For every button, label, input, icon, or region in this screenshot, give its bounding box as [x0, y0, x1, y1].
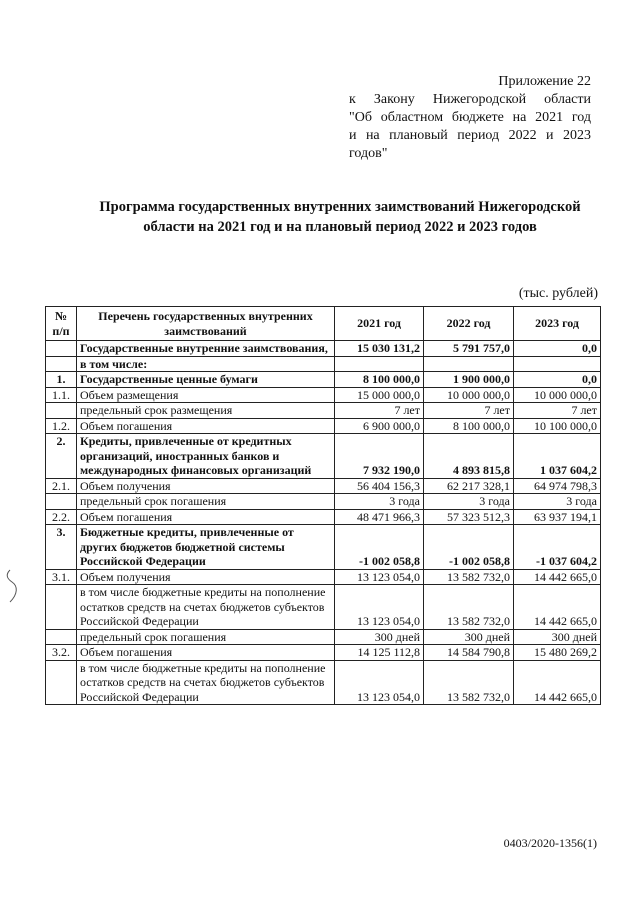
row-2022: 300 дней [424, 629, 514, 645]
table-row [46, 494, 601, 510]
row-num [46, 356, 77, 372]
table-row [46, 585, 601, 630]
header-2021: 2021 год [335, 307, 424, 341]
appendix-line-5: годов" [349, 146, 388, 161]
row-2023: 7 лет [514, 403, 601, 419]
row-2022: 3 года [424, 494, 514, 510]
row-num [46, 660, 77, 705]
row-2021: 48 471 966,3 [335, 509, 424, 525]
row-name: Объем размещения [77, 387, 335, 403]
row-2021: 7 лет [335, 403, 424, 419]
row-2023: 10 100 000,0 [514, 418, 601, 434]
row-2022 [424, 356, 514, 372]
table-row [46, 509, 601, 525]
header-2022: 2022 год [424, 307, 514, 341]
row-2022: 5 791 757,0 [424, 341, 514, 357]
row-name: Бюджетные кредиты, привлеченные от других бюджетов бюджетной системы Российской Федерации [77, 525, 335, 570]
row-2023: 63 937 194,1 [514, 509, 601, 525]
row-name: Объем погашения [77, 645, 335, 661]
row-2021: 7 932 190,0 [335, 434, 424, 479]
row-2023: 64 974 798,3 [514, 478, 601, 494]
row-2022: 7 лет [424, 403, 514, 419]
document-title: Программа государственных внутренних заимствований Нижегородской области на 2021 год и на плановый период 2022 и 2023 годов [99, 199, 581, 235]
row-num: 3.2. [46, 645, 77, 661]
row-2023: 14 442 665,0 [514, 660, 601, 705]
row-2021: 15 030 131,2 [335, 341, 424, 357]
row-2021: -1 002 058,8 [335, 525, 424, 570]
row-2022: 1 900 000,0 [424, 372, 514, 388]
row-name: Объем погашения [77, 418, 335, 434]
row-2022: 14 584 790,8 [424, 645, 514, 661]
header-name: Перечень государственных внутренних заимствований [77, 307, 335, 341]
row-num [46, 629, 77, 645]
row-2022: 8 100 000,0 [424, 418, 514, 434]
table-row [46, 434, 601, 479]
row-num: 1.2. [46, 418, 77, 434]
appendix-header [349, 73, 591, 163]
row-num [46, 494, 77, 510]
table-row [46, 341, 601, 357]
document-code: 0403/2020-1356(1) [503, 836, 597, 850]
row-2023: 10 000 000,0 [514, 387, 601, 403]
row-2021: 15 000 000,0 [335, 387, 424, 403]
header-2023: 2023 год [514, 307, 601, 341]
row-2021: 300 дней [335, 629, 424, 645]
row-name: Объем получения [77, 478, 335, 494]
appendix-line-4: и на плановый период 2022 и 2023 [349, 128, 591, 143]
table-row [46, 660, 601, 705]
row-num: 2.1. [46, 478, 77, 494]
row-2022: 57 323 512,3 [424, 509, 514, 525]
row-2021: 13 123 054,0 [335, 585, 424, 630]
row-name: в том числе бюджетные кредиты на пополнение остатков средств на счетах бюджетов субъектов Российской Федерации [77, 660, 335, 705]
table-row [46, 525, 601, 570]
row-2021: 13 123 054,0 [335, 569, 424, 585]
row-2021: 3 года [335, 494, 424, 510]
table-row [46, 569, 601, 585]
row-2022: 4 893 815,8 [424, 434, 514, 479]
row-2022: -1 002 058,8 [424, 525, 514, 570]
table-row [46, 403, 601, 419]
row-num: 1. [46, 372, 77, 388]
margin-mark [2, 568, 22, 604]
row-2022: 13 582 732,0 [424, 660, 514, 705]
row-2023: 15 480 269,2 [514, 645, 601, 661]
appendix-line-3: "Об областном бюджете на 2021 год [349, 110, 591, 125]
row-name: предельный срок погашения [77, 629, 335, 645]
row-2023: -1 037 604,2 [514, 525, 601, 570]
units-label: (тыс. рублей) [518, 286, 598, 301]
header-num: № п/п [46, 307, 77, 341]
table-row [46, 387, 601, 403]
row-2023: 1 037 604,2 [514, 434, 601, 479]
table-row [46, 372, 601, 388]
row-2021: 14 125 112,8 [335, 645, 424, 661]
row-2023: 300 дней [514, 629, 601, 645]
row-num: 2.2. [46, 509, 77, 525]
row-num: 3. [46, 525, 77, 570]
row-2022: 13 582 732,0 [424, 569, 514, 585]
row-2021: 8 100 000,0 [335, 372, 424, 388]
row-2023: 3 года [514, 494, 601, 510]
appendix-title: Приложение 22 [498, 74, 591, 89]
row-name: Кредиты, привлеченные от кредитных организаций, иностранных банков и международных финансовых организаций [77, 434, 335, 479]
row-2021: 13 123 054,0 [335, 660, 424, 705]
row-name: в том числе бюджетные кредиты на пополнение остатков средств на счетах бюджетов субъектов Российской Федерации [77, 585, 335, 630]
appendix-line-2: к Закону Нижегородской области [349, 92, 591, 107]
row-num [46, 403, 77, 419]
row-2023: 14 442 665,0 [514, 585, 601, 630]
row-num: 2. [46, 434, 77, 479]
table-row [46, 645, 601, 661]
row-2023: 14 442 665,0 [514, 569, 601, 585]
row-2022: 62 217 328,1 [424, 478, 514, 494]
table-row [46, 478, 601, 494]
row-2022: 10 000 000,0 [424, 387, 514, 403]
row-2021: 6 900 000,0 [335, 418, 424, 434]
row-name: в том числе: [77, 356, 335, 372]
row-2023: 0,0 [514, 372, 601, 388]
row-name: предельный срок размещения [77, 403, 335, 419]
row-name: Объем погашения [77, 509, 335, 525]
row-2023: 0,0 [514, 341, 601, 357]
row-name: Государственные ценные бумаги [77, 372, 335, 388]
row-2023 [514, 356, 601, 372]
row-2021: 56 404 156,3 [335, 478, 424, 494]
row-name: Государственные внутренние заимствования, [77, 341, 335, 357]
row-num: 3.1. [46, 569, 77, 585]
row-num [46, 585, 77, 630]
table-header-row [46, 307, 601, 341]
borrowing-program-table [45, 306, 601, 705]
table-row [46, 356, 601, 372]
row-2022: 13 582 732,0 [424, 585, 514, 630]
row-num: 1.1. [46, 387, 77, 403]
row-name: Объем получения [77, 569, 335, 585]
row-num [46, 341, 77, 357]
table-row [46, 629, 601, 645]
table-row [46, 418, 601, 434]
row-name: предельный срок погашения [77, 494, 335, 510]
row-2021 [335, 356, 424, 372]
